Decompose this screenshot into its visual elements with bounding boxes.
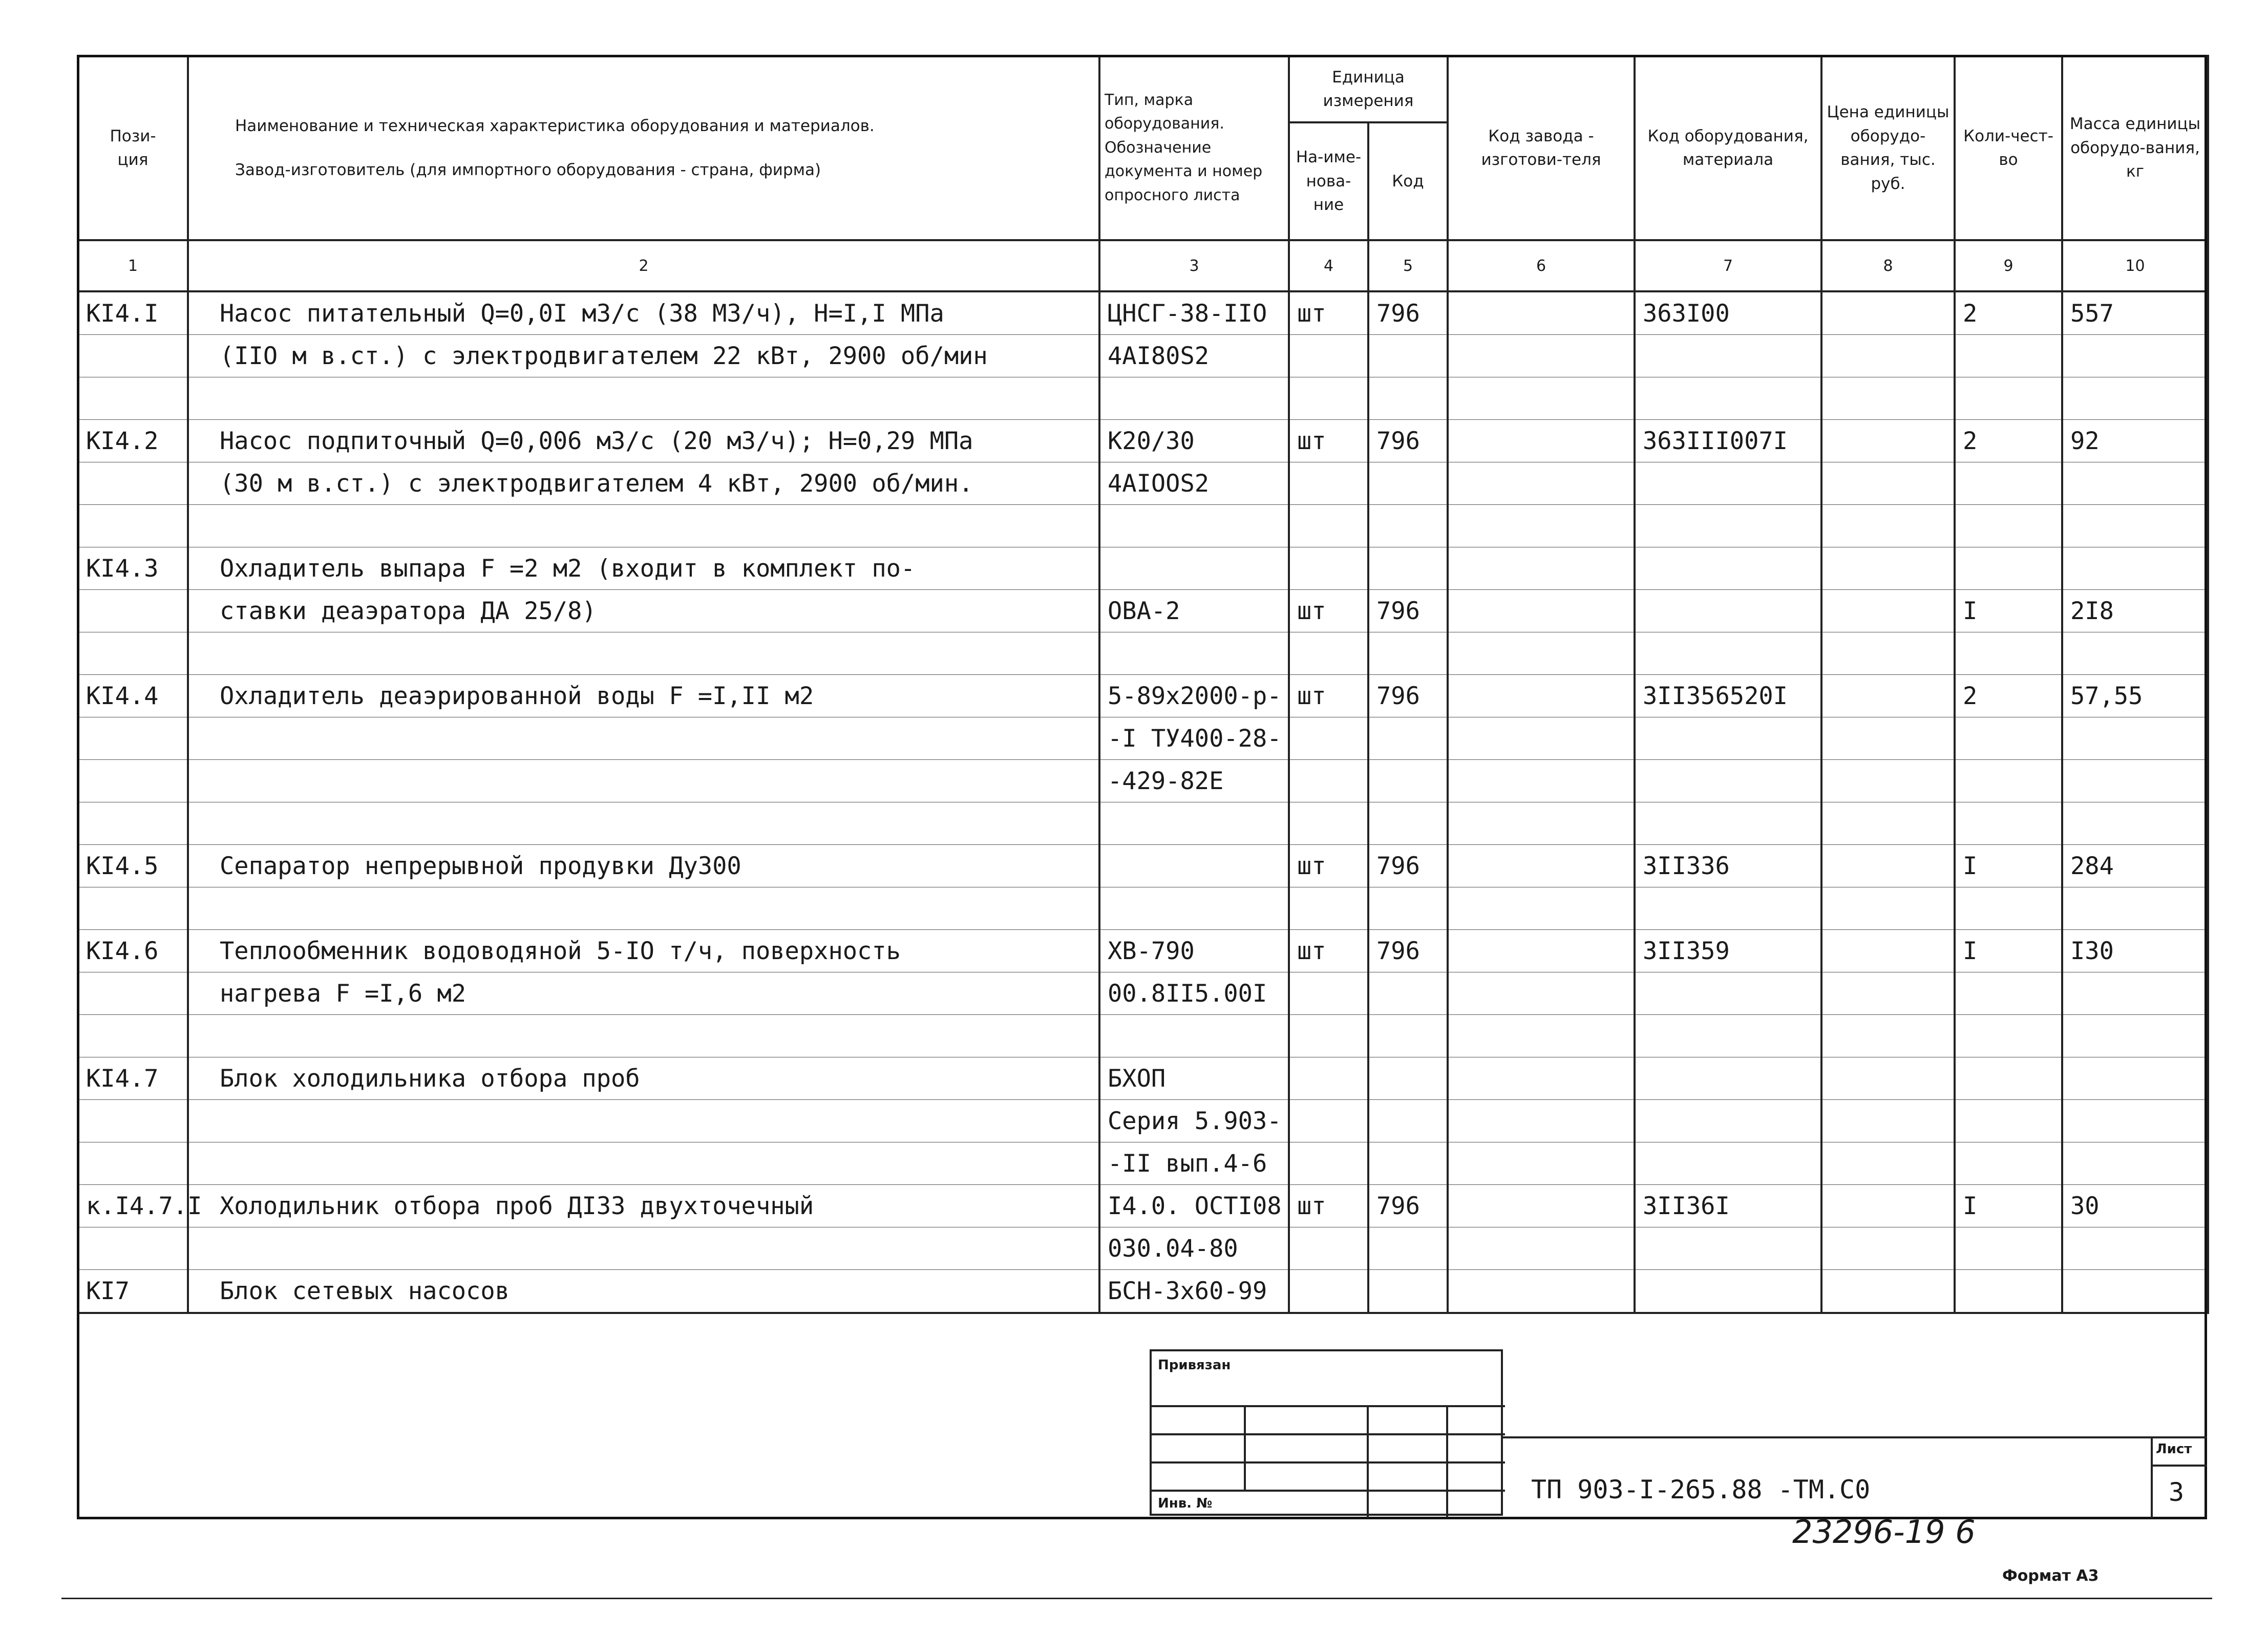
cell-unit-code: 796 xyxy=(1368,845,1448,887)
cell-position: КI4.I xyxy=(78,291,188,335)
header-unit-name: На-име-нова-ние xyxy=(1289,122,1368,240)
cell-quantity: I xyxy=(1955,930,2062,972)
cell-position: КI4.2 xyxy=(78,420,188,462)
cell-unit-name: шт xyxy=(1289,1185,1368,1227)
cell-type-mark: I4.0. ОСТI08 xyxy=(1099,1185,1289,1227)
cell-type-mark: БХОП xyxy=(1099,1057,1289,1100)
cell-type-mark: ЦНСГ-38-IIO xyxy=(1099,291,1289,335)
cell-description: Блок сетевых насосов xyxy=(188,1270,1099,1313)
document-code: ТП 903-I-265.88 -ТМ.С0 xyxy=(1531,1475,1871,1504)
cell-type-mark: К20/30 xyxy=(1099,420,1289,462)
stamp-rule xyxy=(1152,1405,1505,1407)
column-number-cell: 7 xyxy=(1635,240,1821,291)
cell-position: КI4.5 xyxy=(78,845,188,887)
header-unit-code: Код xyxy=(1368,122,1448,240)
cell-unit-code: 796 xyxy=(1368,420,1448,462)
cell-type-mark: ХВ-790 xyxy=(1099,930,1289,972)
page-frame xyxy=(77,55,2207,1519)
cell-description: Насос питательный Q=0,0I м3/с (38 М3/ч), Н=I,I МПа xyxy=(188,291,1099,335)
cell-description: Охладитель деаэрированной воды F =I,II м2 xyxy=(188,675,1099,717)
cell-quantity: 2 xyxy=(1955,291,2062,335)
cell-position: КI4.4 xyxy=(78,675,188,717)
header-name-line1: Наименование и техническая характеристика оборудования и материалов. xyxy=(235,116,875,135)
inventory-label: Инв. № xyxy=(1158,1496,1213,1511)
cell-equipment-code: 3II356520I xyxy=(1635,675,1821,717)
stamp-rule xyxy=(1367,1405,1369,1518)
cell-description: ставки деаэратора ДА 25/8) xyxy=(188,590,1099,632)
archive-number: 23296-19 6 xyxy=(1792,1513,1976,1551)
cell-unit-mass: 30 xyxy=(2062,1185,2208,1227)
stamp-rule xyxy=(1446,1405,1448,1518)
header-unit-price: Цена единицы оборудо-вания, тыс. руб. xyxy=(1821,56,1955,240)
binding-stamp xyxy=(1150,1349,1503,1516)
header-name-line2: Завод-изготовитель (для импортного оборудования - страна, фирма) xyxy=(235,161,821,179)
cell-unit-code: 796 xyxy=(1368,675,1448,717)
cell-description: Блок холодильника отбора проб xyxy=(188,1057,1099,1100)
cell-equipment-code: 3II359 xyxy=(1635,930,1821,972)
cell-type-mark: 4AI80S2 xyxy=(1099,335,1289,377)
cell-description: нагрева F =I,6 м2 xyxy=(188,972,1099,1015)
stamp-rule xyxy=(1152,1461,1505,1464)
cell-equipment-code: 363I00 xyxy=(1635,291,1821,335)
column-number-cell: 8 xyxy=(1821,240,1955,291)
cell-unit-code: 796 xyxy=(1368,590,1448,632)
cell-unit-name: шт xyxy=(1289,930,1368,972)
cell-equipment-code: 363III007I xyxy=(1635,420,1821,462)
header-quantity: Коли-чест-во xyxy=(1955,56,2062,240)
header-manufacturer-code: Код завода - изготови-теля xyxy=(1448,56,1635,240)
cell-unit-mass: 92 xyxy=(2062,420,2208,462)
cell-unit-name: шт xyxy=(1289,291,1368,335)
cell-position: КI4.6 xyxy=(78,930,188,972)
cell-type-mark: 00.8II5.00I xyxy=(1099,972,1289,1015)
cell-unit-mass: 57,55 xyxy=(2062,675,2208,717)
cell-unit-mass: 557 xyxy=(2062,291,2208,335)
header-unit: Единица измерения xyxy=(1289,56,1448,122)
cell-equipment-code: 3II336 xyxy=(1635,845,1821,887)
cell-position: КI4.3 xyxy=(78,547,188,590)
sheet-label: Лист xyxy=(2156,1441,2192,1457)
header-position: Пози- ция xyxy=(78,56,188,240)
cell-type-mark: -429-82Е xyxy=(1099,760,1289,802)
cell-unit-mass: I30 xyxy=(2062,930,2208,972)
title-block-top-rule xyxy=(1503,1436,2207,1438)
bottom-rule xyxy=(61,1598,2212,1599)
sheet-number: 3 xyxy=(2169,1477,2185,1507)
column-number-cell: 9 xyxy=(1955,240,2062,291)
header-type-mark: Тип, марка оборудования. Обозначение документа и номер опросного листа xyxy=(1099,56,1289,240)
cell-type-mark: ОВА-2 xyxy=(1099,590,1289,632)
cell-type-mark: Серия 5.903- xyxy=(1099,1100,1289,1142)
cell-type-mark: 5-89х2000-р- xyxy=(1099,675,1289,717)
cell-unit-name: шт xyxy=(1289,590,1368,632)
cell-description: Сепаратор непрерывной продувки Ду300 xyxy=(188,845,1099,887)
cell-unit-code: 796 xyxy=(1368,930,1448,972)
cell-quantity: I xyxy=(1955,590,2062,632)
cell-unit-mass: 2I8 xyxy=(2062,590,2208,632)
cell-description: Охладитель выпара F =2 м2 (входит в комплект по- xyxy=(188,547,1099,590)
column-number-cell: 10 xyxy=(2062,240,2208,291)
cell-unit-name: шт xyxy=(1289,675,1368,717)
cell-quantity: I xyxy=(1955,845,2062,887)
format-label: Формат А3 xyxy=(2002,1567,2099,1585)
stamp-rule xyxy=(1152,1490,1505,1492)
cell-position: КI7 xyxy=(78,1270,188,1313)
cell-description: Насос подпиточный Q=0,006 м3/с (20 м3/ч); Н=0,29 МПа xyxy=(188,420,1099,462)
cell-unit-name: шт xyxy=(1289,845,1368,887)
column-number-cell: 3 xyxy=(1099,240,1289,291)
cell-description: Теплообменник водоводяной 5-IO т/ч, поверхность xyxy=(188,930,1099,972)
column-number-cell: 1 xyxy=(78,240,188,291)
cell-unit-code: 796 xyxy=(1368,1185,1448,1227)
column-number-cell: 5 xyxy=(1368,240,1448,291)
sheet-cell-divider xyxy=(2151,1436,2153,1518)
header-unit-mass: Масса единицы оборудо-вания, кг xyxy=(2062,56,2208,240)
stamp-rule xyxy=(1152,1433,1505,1435)
cell-position: к.I4.7.I xyxy=(78,1185,188,1227)
cell-type-mark: 030.04-80 xyxy=(1099,1227,1289,1270)
cell-unit-name: шт xyxy=(1289,420,1368,462)
bound-label: Привязан xyxy=(1158,1358,1231,1373)
cell-type-mark: БСН-3х60-99 xyxy=(1099,1270,1289,1313)
cell-type-mark: 4AIOOS2 xyxy=(1099,462,1289,505)
cell-description: (IIO м в.ст.) с электродвигателем 22 кВт, 2900 об/мин xyxy=(188,335,1099,377)
header-equipment-code: Код оборудования, материала xyxy=(1635,56,1821,240)
cell-unit-mass: 284 xyxy=(2062,845,2208,887)
cell-equipment-code: 3II36I xyxy=(1635,1185,1821,1227)
cell-unit-code: 796 xyxy=(1368,291,1448,335)
cell-position: КI4.7 xyxy=(78,1057,188,1100)
column-number-cell: 4 xyxy=(1289,240,1368,291)
column-number-cell: 2 xyxy=(188,240,1099,291)
stamp-rule xyxy=(1244,1405,1246,1490)
cell-description: (30 м в.ст.) с электродвигателем 4 кВт, 2900 об/мин. xyxy=(188,462,1099,505)
cell-quantity: I xyxy=(1955,1185,2062,1227)
cell-quantity: 2 xyxy=(1955,675,2062,717)
cell-quantity: 2 xyxy=(1955,420,2062,462)
cell-type-mark: -II вып.4-6 xyxy=(1099,1142,1289,1185)
sheet-cell-rule xyxy=(2151,1465,2207,1467)
cell-description: Холодильник отбора проб ДI33 двухточечный xyxy=(188,1185,1099,1227)
cell-type-mark: -I ТУ400-28- xyxy=(1099,717,1289,760)
column-number-cell: 6 xyxy=(1448,240,1635,291)
